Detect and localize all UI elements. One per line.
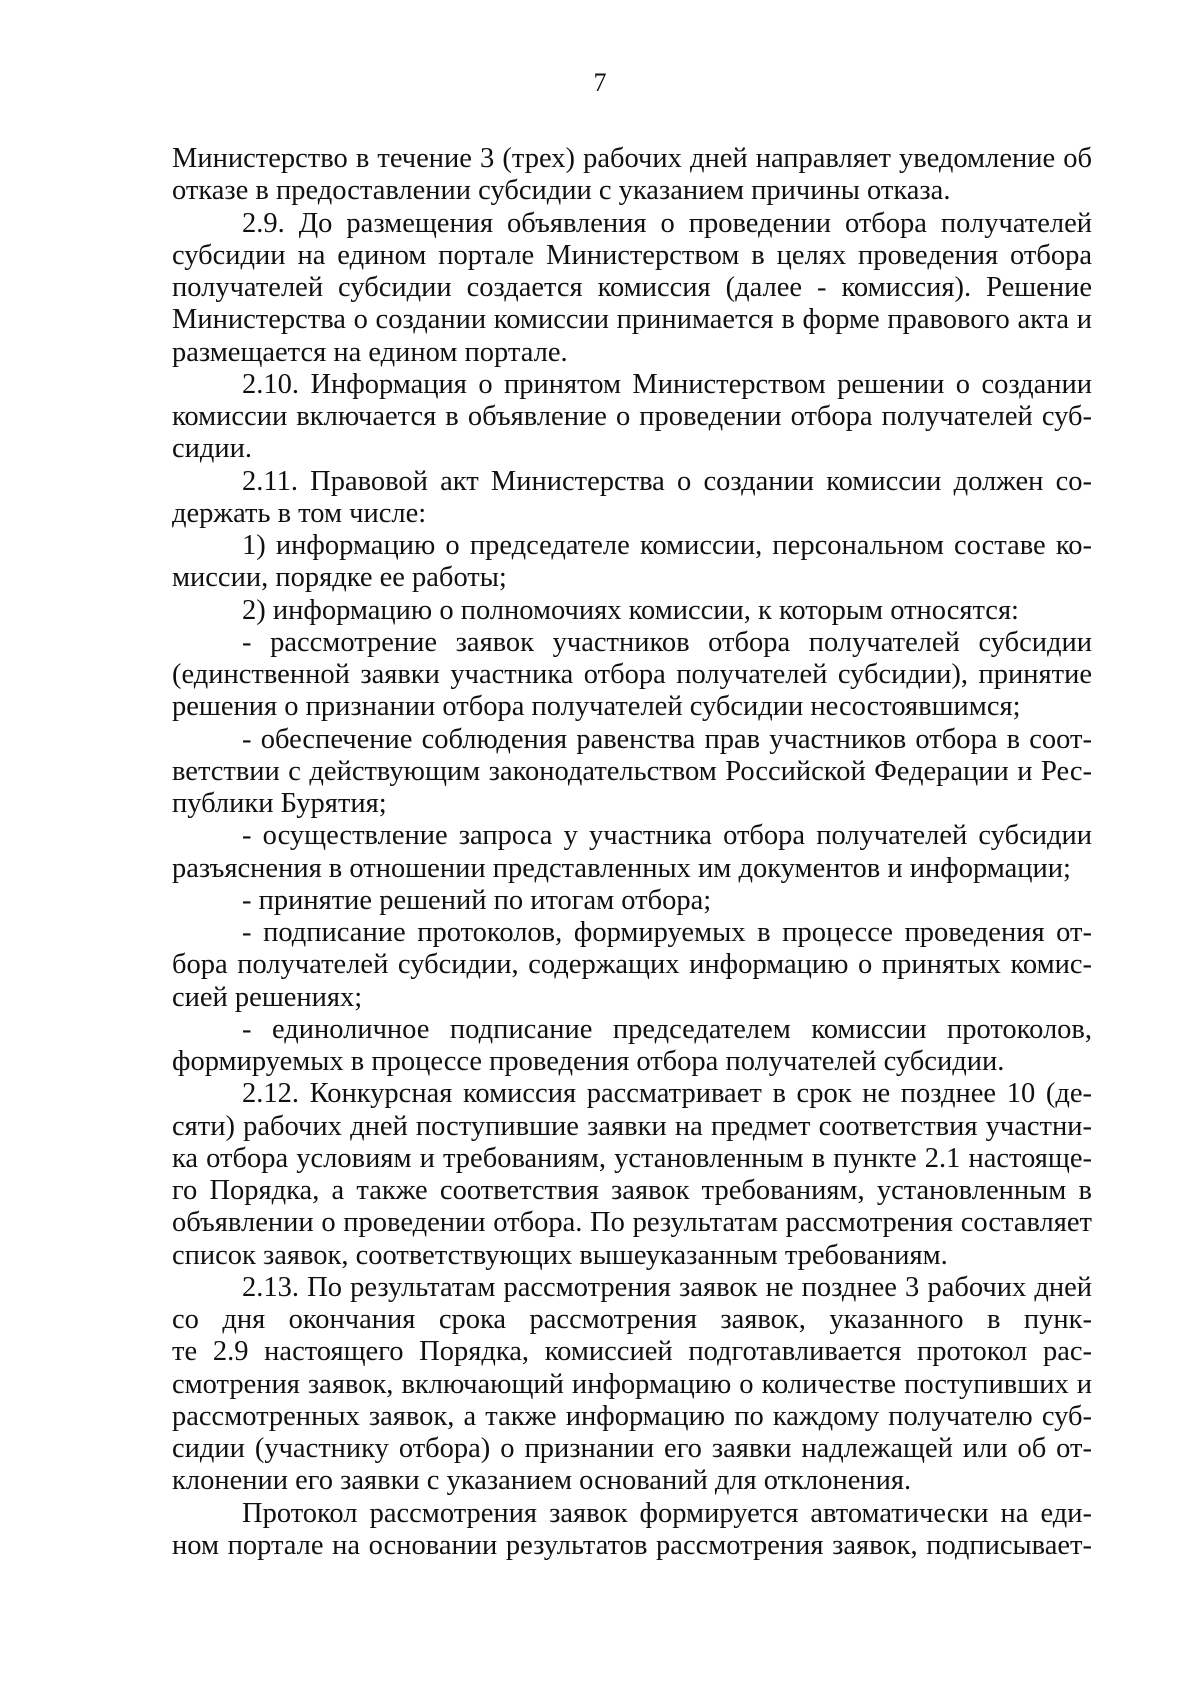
text-line: объявлении о проведении отбора. По результатам рассмотрения составляет — [172, 1207, 1092, 1239]
text-line: - подписание протоколов, формируемых в процессе проведения от- — [242, 917, 1092, 948]
text-line: отказе в предоставлении субсидии с указанием причины отказа. — [172, 175, 951, 207]
text-line: те 2.9 настоящего Порядка, комиссией подготавливается протокол рас- — [172, 1336, 1092, 1368]
text-line: - осуществление запроса у участника отбора получателей субсидии — [242, 820, 1092, 852]
text-line: Министерства о создании комиссии принимается в форме правового акта и — [172, 304, 1092, 336]
text-line: получателей субсидии создается комиссия (далее - комиссия). Решение — [172, 272, 1092, 303]
text-line: ка отбора условиям и требованиям, установленным в пункте 2.1 настояще- — [172, 1142, 1092, 1174]
text-line: смотрения заявок, включающий информацию о количестве поступивших и — [172, 1368, 1092, 1400]
text-line: со дня окончания срока рассмотрения заявок, указанного в пунк- — [172, 1304, 1092, 1335]
text-line: 2.10. Информация о принятом Министерством решении о создании — [242, 368, 1092, 400]
text-line: - обеспечение соблюдения равенства прав участников отбора в соот- — [242, 723, 1092, 755]
text-line: клонении его заявки с указанием оснований для отклонения. — [172, 1465, 912, 1497]
text-line: 2.12. Конкурсная комиссия рассматривает в срок не позднее 10 (де- — [242, 1078, 1092, 1110]
text-line: разъяснения в отношении представленных им документов и информации; — [172, 852, 1071, 884]
text-line: - рассмотрение заявок участников отбора получателей субсидии — [242, 626, 1092, 658]
document-body — [172, 143, 1092, 1562]
text-line: размещается на едином портале. — [172, 336, 568, 368]
text-line: Протокол рассмотрения заявок формируется автоматически на еди- — [242, 1497, 1092, 1529]
text-line: субсидии на едином портале Министерством в целях проведения отбора — [172, 239, 1092, 271]
text-line: держать в том числе: — [172, 497, 427, 529]
text-line: рассмотренных заявок, а также информацию по каждому получателю суб- — [172, 1400, 1092, 1432]
text-line: 2) информацию о полномочиях комиссии, к которым относятся: — [242, 594, 1019, 626]
text-line: сидии (участнику отбора) о признании его заявки надлежащей или об от- — [172, 1433, 1092, 1464]
text-line: список заявок, соответствующих вышеуказанным требованиям. — [172, 1239, 948, 1271]
text-line: миссии, порядке ее работы; — [172, 562, 507, 594]
text-line: Министерство в течение 3 (трех) рабочих дней направляет уведомление об — [172, 143, 1092, 174]
text-line: 2.13. По результатам рассмотрения заявок не позднее 3 рабочих дней — [242, 1271, 1092, 1303]
text-line: - принятие решений по итогам отбора; — [242, 884, 712, 916]
text-line: сией решениях; — [172, 981, 363, 1013]
text-line: - единоличное подписание председателем комиссии протоколов, — [242, 1013, 1092, 1045]
text-line: формируемых в процессе проведения отбора получателей субсидии. — [172, 1046, 1005, 1077]
text-line: публики Бурятия; — [172, 788, 387, 819]
text-line: решения о признании отбора получателей субсидии несостоявшимся; — [172, 691, 1021, 723]
text-line: ветствии с действующим законодательством Российской Федерации и Рес- — [172, 755, 1092, 787]
text-line: ном портале на основании результатов рассмотрения заявок, подписывает- — [172, 1529, 1092, 1561]
text-line: бора получателей субсидии, содержащих информацию о принятых комис- — [172, 949, 1092, 981]
text-line: (единственной заявки участника отбора получателей субсидии), принятие — [172, 659, 1092, 690]
text-line: 2.9. До размещения объявления о проведении отбора получателей — [242, 207, 1092, 239]
text-line: комиссии включается в объявление о проведении отбора получателей суб- — [172, 401, 1092, 432]
page-number: 7 — [593, 68, 607, 97]
text-line: 2.11. Правовой акт Министерства о создании комиссии должен со- — [242, 465, 1092, 497]
text-line: сидии. — [172, 433, 253, 465]
text-line: го Порядка, а также соответствия заявок требованиям, установленным в — [172, 1175, 1092, 1206]
text-line: сяти) рабочих дней поступившие заявки на предмет соответствия участни- — [172, 1110, 1092, 1142]
text-line: 1) информацию о председателе комиссии, персональном составе ко- — [242, 530, 1092, 561]
